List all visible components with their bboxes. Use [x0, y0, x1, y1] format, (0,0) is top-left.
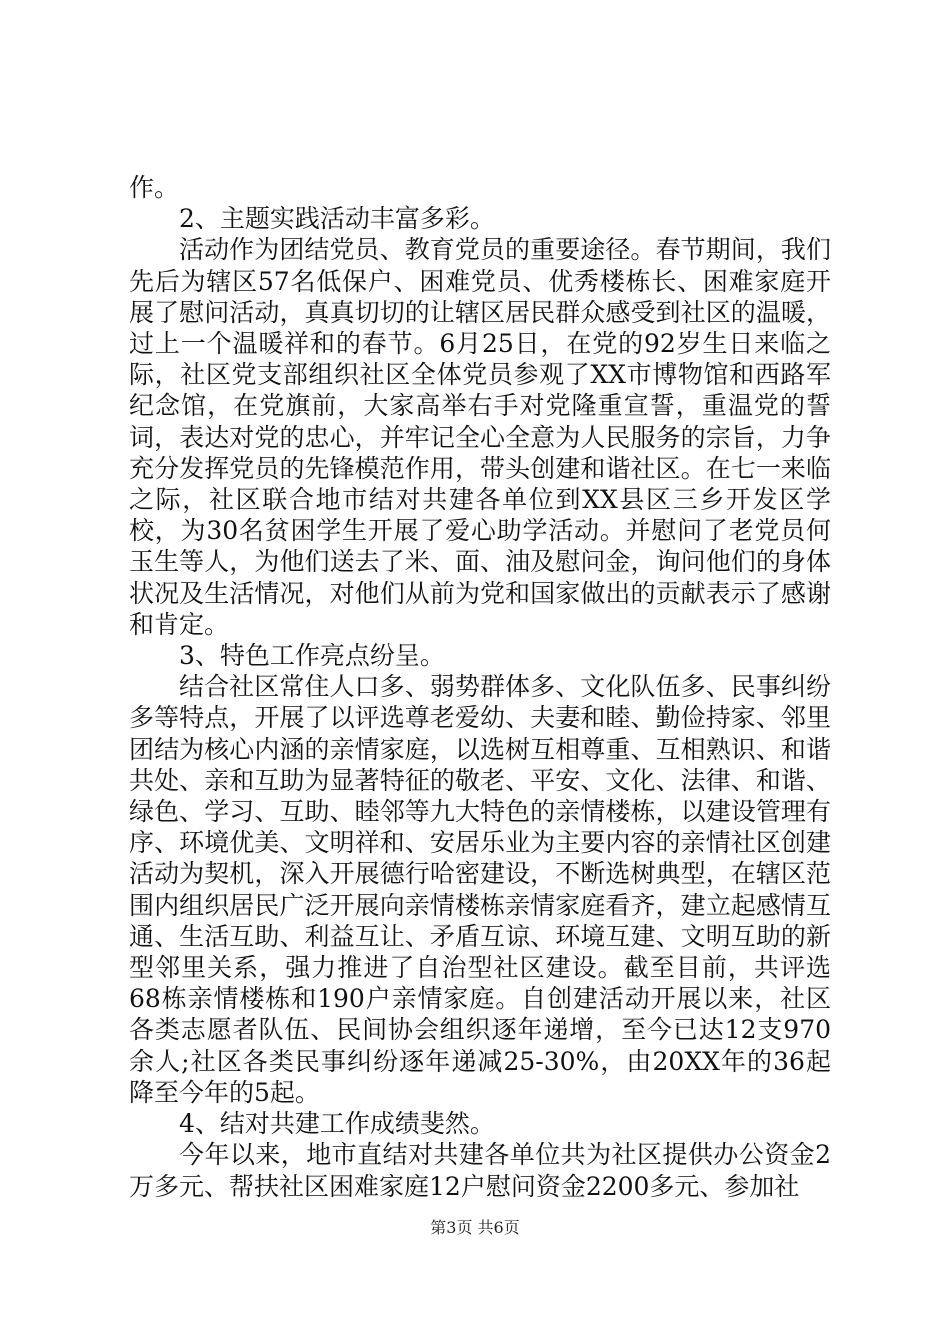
section-heading-3: 3、特色工作亮点纷呈。 [179, 641, 445, 671]
paragraph-activities: 活动作为团结党员、教育党员的重要途径。春节期间，我们先后为辖区57名低保户、困难党员、优秀楼栋长、困难家庭开展了慰问活动，真真切切的让辖区居民群众感受到社区的温暖，过上一个温暖祥和的春节。6月25日，在党的92岁生日来临之际，社区党支部组织社区全体党员参观了XX市博物馆和西路军纪念馆，在党旗前，大家高举右手对党隆重宣誓，重温党的誓词，表达对党的忠心，并牢记全心全意为人民服务的宗旨，力争充分发挥党员的先锋模范作用，带头创建和谐社区。在七一来临之际，社区联合地市结对共建各单位到XX县区三乡开发区学校，为30名贫困学生开展了爱心助学活动。并慰问了老党员何玉生等人，为他们送去了米、面、油及慰问金，询问他们的身体状况及生活情况，对他们从前为党和国家做出的贡献表示了感谢和肯定。 [129, 235, 831, 639]
paragraph-features: 结合社区常住人口多、弱势群体多、文化队伍多、民事纠纷多等特点，开展了以评选尊老爱幼、夫妻和睦、勤俭持家、邻里团结为核心内涵的亲情家庭，以选树互相尊重、互相熟识、和谐共处、亲和互助为显著特征的敬老、平安、文化、法律、和谐、绿色、学习、互助、睦邻等九大特色的亲情楼栋，以建设管理有序、环境优美、文明祥和、安居乐业为主要内容的亲情社区创建活动为契机，深入开展德行哈密建设，不断选树典型，在辖区范围内组织居民广泛开展向亲情楼栋亲情家庭看齐，建立起感情互通、生活互助、利益互让、矛盾互谅、环境互建、文明互助的新型邻里关系，强力推进了自治型社区建设。截至目前，共评选68栋亲情楼栋和190户亲情家庭。自创建活动开展以来，社区各类志愿者队伍、民间协会组织逐年递增，至今已达12支970余人;社区各类民事纠纷逐年递减25-30%，由20XX年的36起降至今年的5起。 [129, 672, 831, 1107]
section-heading-4: 4、结对共建工作成绩斐然。 [179, 1109, 495, 1139]
paragraph-partnership: 今年以来，地市直结对共建各单位共为社区提供办公资金2万多元、帮扶社区困难家庭12户慰问资金2200多元、参加社 [129, 1140, 831, 1201]
paragraph-continuation: 作。 [129, 173, 180, 202]
page-number-footer: 第3页 共6页 [430, 1218, 520, 1237]
document-body [129, 172, 831, 1202]
section-heading-2: 2、主题实践活动丰富多彩。 [179, 204, 495, 234]
